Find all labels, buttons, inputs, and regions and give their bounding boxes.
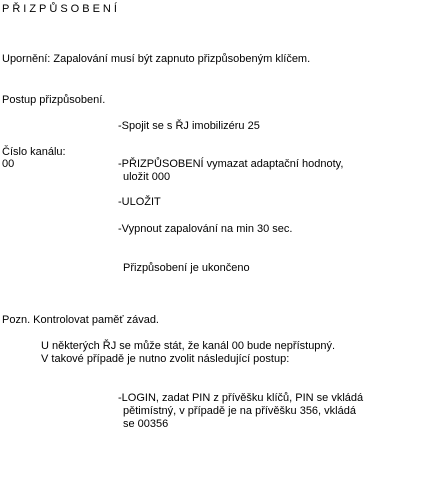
note-line2: V takové případě je nutno zvolit následující postup: xyxy=(41,353,290,365)
step-adapt-line1: -PŘIZPŮSOBENÍ vymazat adaptační hodnoty, xyxy=(118,158,344,170)
procedure-heading: Postup přizpůsobení. xyxy=(2,94,106,106)
step-ignition: -Vypnout zapalování na min 30 sec. xyxy=(118,223,293,235)
login-line1: -LOGIN, zadat PIN z přívěšku klíčů, PIN se vkládá xyxy=(118,392,364,404)
note-line1: U některých ŘJ se může stát, že kanál 00 bude nepřístupný. xyxy=(41,340,336,352)
warning-text: Upornění: Zapalování musí být zapnuto přizpůsobeným klíčem. xyxy=(2,53,311,65)
page-title: PŘIZPŮSOBENÍ xyxy=(2,3,120,15)
login-line2: pětimístný, v případě je na přívěšku 356, vkládá xyxy=(123,405,356,417)
completion-text: Přizpůsobení je ukončeno xyxy=(123,262,250,274)
step-connect: -Spojit se s ŘJ imobilizéru 25 xyxy=(118,120,260,132)
step-adapt-line2: uložit 000 xyxy=(123,171,171,183)
note-heading: Pozn. Kontrolovat paměť závad. xyxy=(2,314,159,326)
channel-label: Číslo kanálu: xyxy=(2,146,66,158)
channel-value: 00 xyxy=(2,158,15,170)
step-save: -ULOŽIT xyxy=(118,196,161,208)
login-line3: se 00356 xyxy=(123,418,169,430)
